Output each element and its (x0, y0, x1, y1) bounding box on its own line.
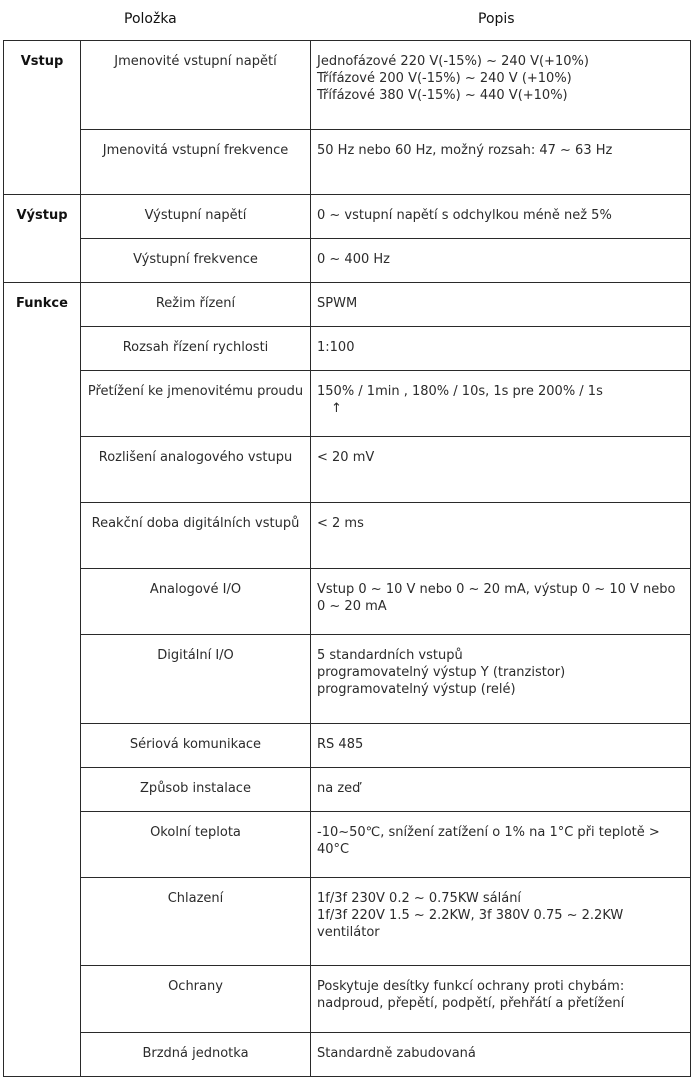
item-cell: Ochrany (81, 966, 311, 1033)
table-row (4, 41, 691, 130)
category-functions: Funkce (4, 283, 81, 1077)
description-cell (311, 966, 691, 1033)
item-cell: Přetížení ke jmenovitému proudu (81, 371, 311, 437)
table-row (4, 130, 691, 195)
description-line: < 20 mV (317, 450, 375, 465)
item-cell: Analogové I/O (81, 569, 311, 635)
description-cell (311, 878, 691, 966)
description-line: programovatelný výstup (relé) (317, 682, 516, 697)
description-line: 0 ~ 400 Hz (317, 252, 390, 267)
description-line: Standardně zabudovaná (317, 1046, 476, 1061)
item-cell: Chlazení (81, 878, 311, 966)
description-cell (311, 130, 691, 195)
description-line: Třífázové 200 V(-15%) ~ 240 V (+10%) (317, 71, 572, 86)
table-row (4, 569, 691, 635)
item-cell: Jmenovité vstupní napětí (81, 41, 311, 130)
table-row (4, 635, 691, 724)
category-input: Vstup (4, 41, 81, 195)
description-cell (311, 371, 691, 437)
item-cell: Výstupní napětí (81, 195, 311, 239)
table-row (4, 437, 691, 503)
item-cell: Reakční doba digitálních vstupů (81, 503, 311, 569)
up-arrow-icon: ↑ (331, 401, 342, 416)
description-line: RS 485 (317, 737, 364, 752)
description-line: 1f/3f 230V 0.2 ~ 0.75KW sálání (317, 891, 522, 906)
table-row (4, 966, 691, 1033)
description-cell (311, 327, 691, 371)
description-cell (311, 569, 691, 635)
description-line: 50 Hz nebo 60 Hz, možný rozsah: 47 ~ 63 Hz (317, 143, 613, 158)
table-row (4, 812, 691, 878)
item-cell: Digitální I/O (81, 635, 311, 724)
description-cell (311, 283, 691, 327)
description-cell (311, 41, 691, 130)
description-line: < 2 ms (317, 516, 364, 531)
description-cell (311, 437, 691, 503)
item-cell: Okolní teplota (81, 812, 311, 878)
table-header (0, 0, 694, 40)
description-line: 1f/3f 220V 1.5 ~ 2.2KW, 3f 380V 0.75 ~ 2.2KW ventilátor (317, 908, 624, 940)
item-cell: Rozlišení analogového vstupu (81, 437, 311, 503)
table-row (4, 327, 691, 371)
table-row (4, 878, 691, 966)
column-header-description: Popis (478, 11, 515, 27)
table-row (4, 1033, 691, 1077)
item-cell: Výstupní frekvence (81, 239, 311, 283)
description-line: SPWM (317, 296, 358, 311)
description-line: 150% / 1min , 180% / 10s, 1s pre 200% / 1s (317, 384, 603, 399)
description-cell (311, 503, 691, 569)
description-line: 0 ~ vstupní napětí s odchylkou méně než 5% (317, 208, 612, 223)
description-cell (311, 195, 691, 239)
description-line: -10~50℃, snížení zatížení o 1% na 1°C při teplotě > 40°C (317, 825, 660, 857)
description-line: 5 standardních vstupů (317, 648, 463, 663)
description-cell (311, 768, 691, 812)
item-cell: Brzdná jednotka (81, 1033, 311, 1077)
table-row (4, 768, 691, 812)
table-row (4, 283, 691, 327)
description-line: Jednofázové 220 V(-15%) ~ 240 V(+10%) (317, 54, 589, 69)
table-row (4, 724, 691, 768)
table-row (4, 503, 691, 569)
description-line: Poskytuje desítky funkcí ochrany proti chybám: nadproud, přepětí, podpětí, přehřátí a přetížení (317, 979, 625, 1011)
table-row (4, 239, 691, 283)
item-cell: Rozsah řízení rychlosti (81, 327, 311, 371)
specification-table (3, 40, 691, 1077)
category-output: Výstup (4, 195, 81, 283)
description-cell (311, 635, 691, 724)
description-cell (311, 812, 691, 878)
table-row (4, 371, 691, 437)
description-line: Vstup 0 ~ 10 V nebo 0 ~ 20 mA, výstup 0 ~ 10 V nebo 0 ~ 20 mA (317, 582, 676, 614)
description-line: Třífázové 380 V(-15%) ~ 440 V(+10%) (317, 88, 568, 103)
item-cell: Sériová komunikace (81, 724, 311, 768)
item-cell: Způsob instalace (81, 768, 311, 812)
description-line: na zeď (317, 781, 361, 796)
item-cell: Režim řízení (81, 283, 311, 327)
description-cell (311, 239, 691, 283)
item-cell: Jmenovitá vstupní frekvence (81, 130, 311, 195)
table-row (4, 195, 691, 239)
description-line: 1:100 (317, 340, 355, 355)
column-header-item: Položka (124, 11, 177, 27)
description-line: programovatelný výstup Y (tranzistor) (317, 665, 566, 680)
description-cell (311, 1033, 691, 1077)
description-cell (311, 724, 691, 768)
